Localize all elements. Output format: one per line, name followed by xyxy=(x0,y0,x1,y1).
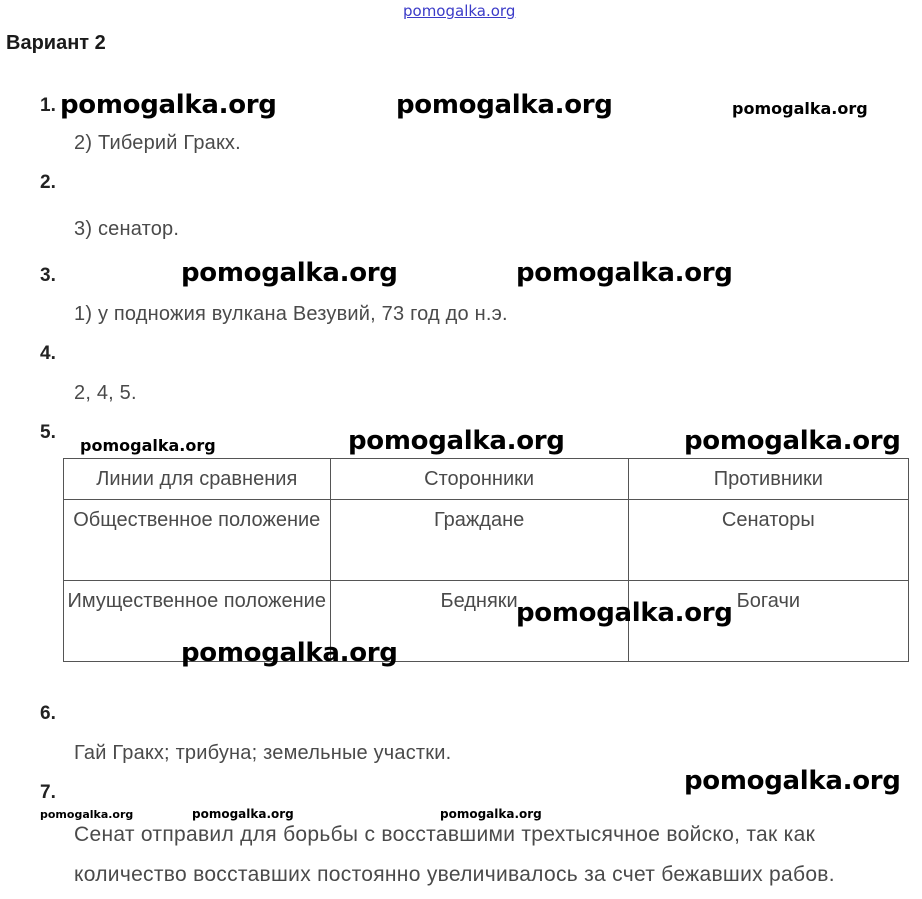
watermark: pomogalka.org xyxy=(440,807,542,821)
table-cell: Имущественное положение xyxy=(64,581,331,662)
table-header-row xyxy=(64,459,909,500)
watermark: pomogalka.org xyxy=(516,598,733,628)
question-7-answer: Сенат отправил для борьбы с восставшими трехтысячное войско, так как количество восставших постоянно увеличивалось за счет бежавших рабов. xyxy=(74,823,835,886)
watermark: pomogalka.org xyxy=(192,807,294,821)
watermark: pomogalka.org xyxy=(80,436,216,455)
question-7-number: 7. xyxy=(40,782,56,803)
question-1-number: 1. xyxy=(40,95,56,116)
question-1-answer: 2) Тиберий Гракх. xyxy=(74,132,241,154)
watermark: pomogalka.org xyxy=(40,808,134,821)
question-6-answer: Гай Гракх; трибуна; земельные участки. xyxy=(74,742,452,764)
table-cell: Бедняки xyxy=(330,581,628,662)
watermark: pomogalka.org xyxy=(60,90,277,120)
variant-title: Вариант 2 xyxy=(6,32,106,54)
question-6-number: 6. xyxy=(40,703,56,724)
watermark: pomogalka.org xyxy=(684,426,901,456)
watermark: pomogalka.org xyxy=(516,258,733,288)
question-5-number: 5. xyxy=(40,422,56,443)
table-header-cell: Линии для сравнения xyxy=(64,459,331,500)
question-4-answer: 2, 4, 5. xyxy=(74,382,137,404)
question-3-answer: 1) у подножия вулкана Везувий, 73 год до н.э. xyxy=(74,303,508,325)
question-2-answer: 3) сенатор. xyxy=(74,218,180,240)
table-header-cell: Противники xyxy=(628,459,908,500)
watermark: pomogalka.org xyxy=(732,99,868,118)
watermark: pomogalka.org xyxy=(684,766,901,796)
watermark: pomogalka.org xyxy=(181,258,398,288)
table-header-cell: Сторонники xyxy=(330,459,628,500)
table-row xyxy=(64,500,909,581)
question-2-number: 2. xyxy=(40,172,56,193)
question-3-number: 3. xyxy=(40,265,56,286)
table-cell: Граждане xyxy=(330,500,628,581)
site-link[interactable]: pomogalka.org xyxy=(403,2,516,20)
watermark: pomogalka.org xyxy=(396,90,613,120)
comparison-table xyxy=(63,458,909,662)
watermark: pomogalka.org xyxy=(348,426,565,456)
table-cell: Общественное положение xyxy=(64,500,331,581)
table-cell: Сенаторы xyxy=(628,500,908,581)
question-4-number: 4. xyxy=(40,343,56,364)
table-cell: Богачи xyxy=(628,581,908,662)
watermark: pomogalka.org xyxy=(181,638,398,668)
